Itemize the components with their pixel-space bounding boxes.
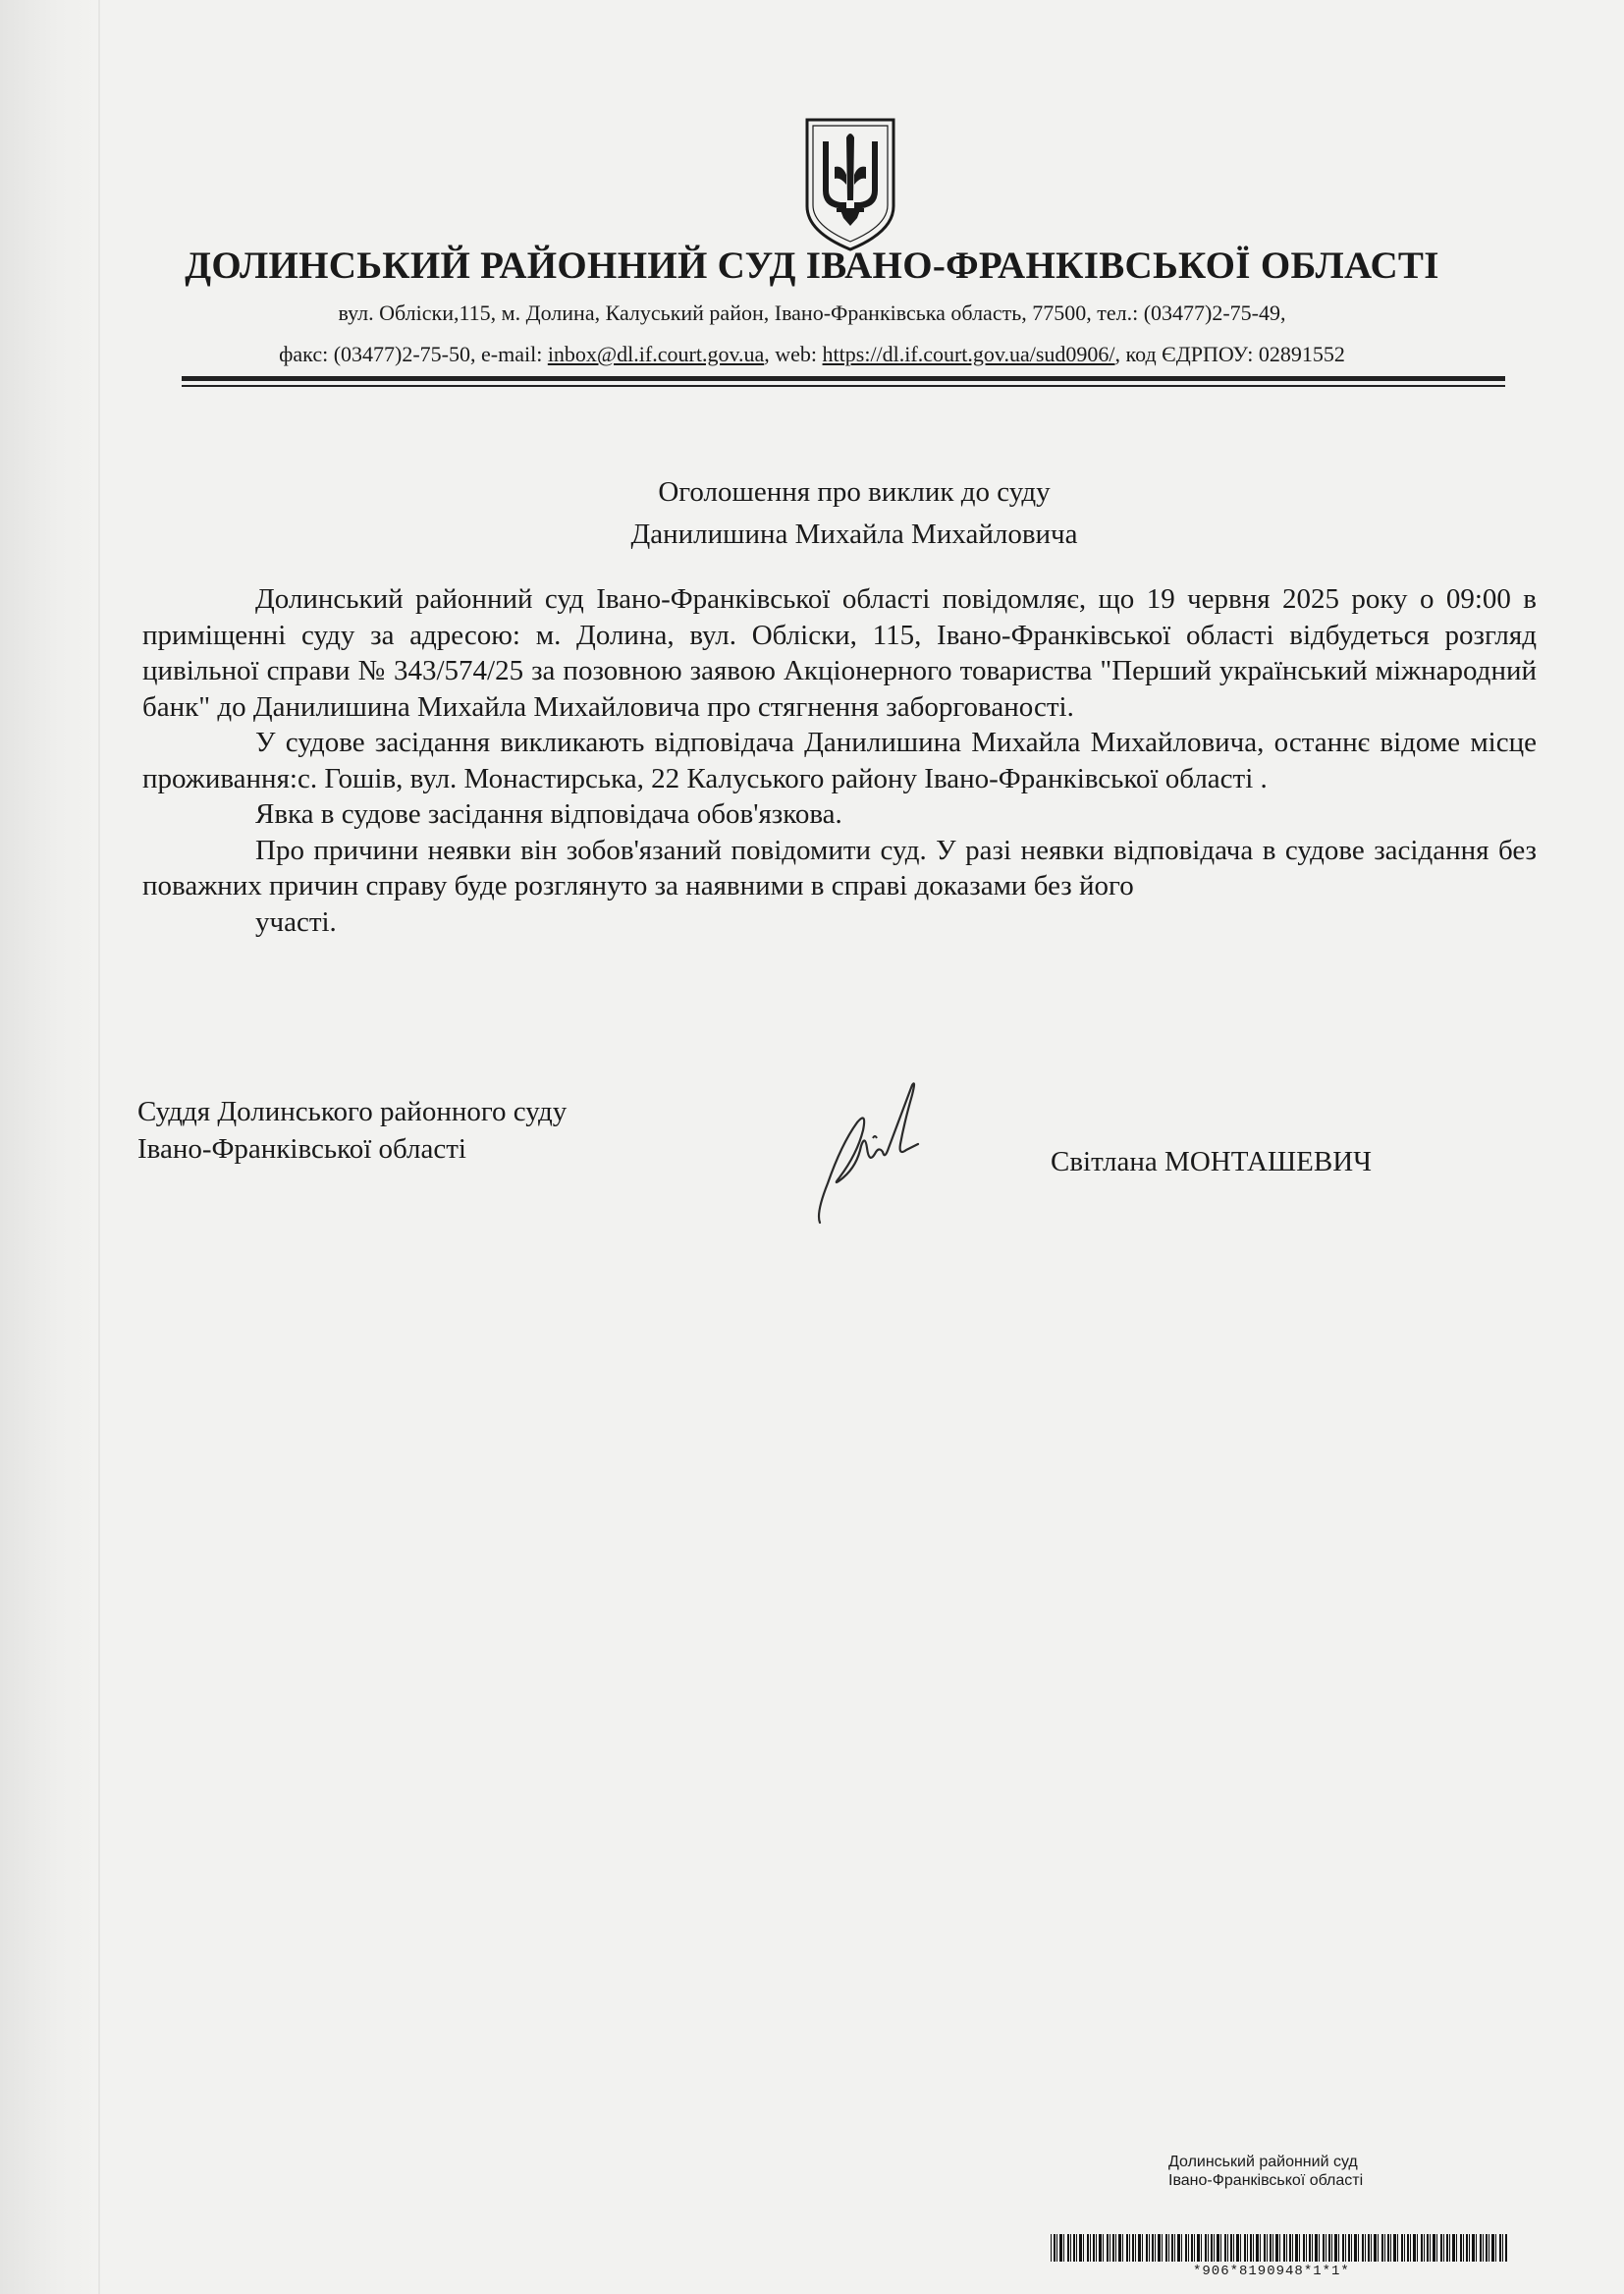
- judge-name: Світлана МОНТАШЕВИЧ: [1051, 1146, 1373, 1177]
- barcode-bar: [1138, 2234, 1141, 2262]
- barcode-bar: [1460, 2234, 1462, 2262]
- barcode-bar: [1067, 2234, 1069, 2262]
- barcode-bar: [1387, 2234, 1389, 2262]
- barcode-bar: [1319, 2234, 1320, 2262]
- barcode-bar: [1181, 2234, 1182, 2262]
- barcode-bar: [1056, 2234, 1057, 2262]
- barcode-bar: [1191, 2234, 1193, 2262]
- barcode-bar: [1224, 2234, 1226, 2262]
- barcode-bar: [1256, 2234, 1259, 2262]
- judge-position-line-1: Суддя Долинського районного суду: [137, 1096, 568, 1127]
- barcode-bar: [1312, 2234, 1313, 2262]
- barcode-bar: [1253, 2234, 1254, 2262]
- barcode-bar: [1315, 2234, 1318, 2262]
- barcode-bar: [1446, 2234, 1448, 2262]
- barcode-bar: [1456, 2234, 1457, 2262]
- barcode-bar: [1211, 2234, 1213, 2262]
- barcode-bar: [1328, 2234, 1330, 2262]
- barcode-bar: [1227, 2234, 1228, 2262]
- barcode-bar: [1365, 2234, 1366, 2262]
- barcode-bar: [1421, 2234, 1423, 2262]
- barcode-number: *906*8190948*1*1*: [1193, 2264, 1350, 2279]
- barcode-bar: [1469, 2234, 1470, 2262]
- barcode-bar: [1374, 2234, 1377, 2262]
- barcode-bar: [1240, 2234, 1241, 2262]
- court-name-heading: ДОЛИНСЬКИЙ РАЙОННИЙ СУД ІВАНО-ФРАНКІВСЬКОЇ ОБЛАСТІ: [185, 245, 1439, 287]
- barcode-bar: [1323, 2234, 1325, 2262]
- paragraph-summons: У судове засідання викликають відповідача Данилишина Михайла Михайловича, останнє відоме місце проживання:с. Гошів, вул. Монастирська, 22 Калуського району Івано-Франківської області .: [142, 727, 1537, 794]
- notice-title: Оголошення про виклик до суду: [658, 476, 1051, 508]
- barcode-bar: [1051, 2234, 1052, 2262]
- barcode-bar: [1417, 2234, 1418, 2262]
- court-address: вул. Обліски,115, м. Долина, Калуський район, Івано-Франківська область, 77500, тел.: (03477)2-75-49,: [338, 300, 1286, 325]
- barcode-bar: [1208, 2234, 1209, 2262]
- barcode-bar: [1217, 2234, 1219, 2262]
- barcode-bar: [1201, 2234, 1202, 2262]
- barcode-bar: [1233, 2234, 1234, 2262]
- barcode-bar: [1368, 2234, 1370, 2262]
- barcode-bar: [1142, 2234, 1143, 2262]
- barcode-bar: [1354, 2234, 1357, 2262]
- barcode-bar: [1483, 2234, 1484, 2262]
- barcode-bar: [1264, 2234, 1266, 2262]
- barcode-bar: [1289, 2234, 1291, 2262]
- barcode-bar: [1424, 2234, 1425, 2262]
- barcode-bar: [1491, 2234, 1494, 2262]
- barcode-bar: [1393, 2234, 1396, 2262]
- barcode-bar: [1079, 2234, 1082, 2262]
- barcode-bar: [1247, 2234, 1248, 2262]
- barcode-bar: [1177, 2234, 1180, 2262]
- barcode-bar: [1118, 2234, 1121, 2262]
- barcode-bar: [1174, 2234, 1175, 2262]
- barcode-bar: [1152, 2234, 1154, 2262]
- barcode-bar: [1063, 2234, 1064, 2262]
- header-divider-thin: [182, 385, 1505, 387]
- barcode-bar: [1371, 2234, 1372, 2262]
- barcode-bar: [1476, 2234, 1477, 2262]
- barcode-bar: [1309, 2234, 1311, 2262]
- barcode-bar: [1275, 2234, 1278, 2262]
- barcode-bar: [1112, 2234, 1114, 2262]
- barcode-bar: [1260, 2234, 1261, 2262]
- barcode-bar: [1250, 2234, 1252, 2262]
- barcode-bar: [1146, 2234, 1148, 2262]
- header-divider-thick: [182, 376, 1505, 381]
- barcode-bar: [1348, 2234, 1350, 2262]
- registration-stamp: [1168, 2153, 1363, 2190]
- barcode-bar: [1397, 2234, 1398, 2262]
- barcode-bar: [1390, 2234, 1391, 2262]
- barcode-bar: [1171, 2234, 1173, 2262]
- barcode-bar: [1303, 2234, 1305, 2262]
- barcode-bar: [1433, 2234, 1435, 2262]
- barcode-bar: [1466, 2234, 1468, 2262]
- judge-position: [137, 1093, 567, 1168]
- barcode-bar: [1345, 2234, 1346, 2262]
- barcode-bar: [1162, 2234, 1163, 2262]
- barcode-bar: [1472, 2234, 1475, 2262]
- barcode-bar: [1165, 2234, 1167, 2262]
- barcode-bar: [1295, 2234, 1298, 2262]
- barcode-bar: [1054, 2234, 1056, 2262]
- barcode-bar: [1449, 2234, 1450, 2262]
- barcode-bar: [1076, 2234, 1077, 2262]
- barcode-bar: [1099, 2234, 1102, 2262]
- barcode-bar: [1236, 2234, 1239, 2262]
- barcode-bar: [1185, 2234, 1187, 2262]
- paragraph-hearing-info: Долинський районний суд Івано-Франківської області повідомляє, що 19 червня 2025 року о 09:00 в приміщенні суду за адресою: м. Долина, вул. Обліски, 115, Івано-Франківської області відбудеться розгляд цивільної справи № 343/574/25 за позовною заявою Акціонерного товариства "Перший український міжнародний банк" до Данилишина Михайла Михайловича про стягнення заборгованості.: [142, 583, 1537, 723]
- barcode-bar: [1155, 2234, 1156, 2262]
- barcode-bar: [1070, 2234, 1071, 2262]
- barcode-bar: [1342, 2234, 1344, 2262]
- barcode-bar: [1205, 2234, 1207, 2262]
- paragraph-absence-end: участі.: [255, 905, 337, 938]
- barcode-bar: [1430, 2234, 1431, 2262]
- barcode-bar: [1107, 2234, 1109, 2262]
- barcode-bar: [1129, 2234, 1130, 2262]
- barcode-bar: [1407, 2234, 1409, 2262]
- website-link[interactable]: https://dl.if.court.gov.ua/sud0906/: [822, 342, 1115, 366]
- barcode-bar: [1090, 2234, 1091, 2262]
- barcode-bar: [1378, 2234, 1379, 2262]
- barcode-bar: [1306, 2234, 1307, 2262]
- barcode-bar: [1452, 2234, 1455, 2262]
- barcode-bar: [1272, 2234, 1273, 2262]
- barcode-bar: [1286, 2234, 1287, 2262]
- barcode-bar: [1093, 2234, 1095, 2262]
- barcode-bar: [1495, 2234, 1496, 2262]
- barcode-bar: [1135, 2234, 1136, 2262]
- barcode-bar: [1149, 2234, 1150, 2262]
- barcode-bar: [1410, 2234, 1411, 2262]
- barcode-bar: [1087, 2234, 1089, 2262]
- barcode-bar: [1334, 2234, 1337, 2262]
- barcode-bar: [1331, 2234, 1332, 2262]
- barcode-bar: [1362, 2234, 1364, 2262]
- barcode-bar: [1197, 2234, 1200, 2262]
- barcode-bar: [1463, 2234, 1464, 2262]
- notice-body: [142, 581, 1537, 940]
- barcode-bar: [1188, 2234, 1189, 2262]
- barcode-bar: [1480, 2234, 1482, 2262]
- notice-subject: Данилишина Михайла Михайловича: [630, 519, 1078, 550]
- email-link[interactable]: inbox@dl.if.court.gov.ua: [547, 342, 765, 366]
- barcode-bar: [1244, 2234, 1246, 2262]
- barcode-bar: [1401, 2234, 1403, 2262]
- barcode-bar: [1158, 2234, 1161, 2262]
- barcode-bar: [1358, 2234, 1359, 2262]
- barcode-bar: [1299, 2234, 1300, 2262]
- trident-coat-of-arms-icon: [801, 116, 899, 253]
- barcode-bar: [1214, 2234, 1215, 2262]
- court-contacts: [0, 342, 1624, 367]
- barcode-bar: [1440, 2234, 1442, 2262]
- barcode-bar: [1338, 2234, 1339, 2262]
- barcode-bar: [1132, 2234, 1134, 2262]
- paragraph-attendance: Явка в судове засідання відповідача обов'язкова.: [255, 798, 842, 830]
- barcode-bar: [1115, 2234, 1116, 2262]
- judge-position-line-2: Івано-Франківської області: [137, 1133, 466, 1165]
- barcode-bar: [1292, 2234, 1293, 2262]
- barcode-bar: [1168, 2234, 1169, 2262]
- barcode: [1051, 2234, 1507, 2262]
- barcode-bar: [1096, 2234, 1097, 2262]
- barcode-bar: [1427, 2234, 1429, 2262]
- fax-prefix: факс: (03477)2-75-50, e-mail:: [279, 342, 548, 366]
- barcode-bar: [1436, 2234, 1437, 2262]
- barcode-bar: [1499, 2234, 1501, 2262]
- barcode-bar: [1194, 2234, 1195, 2262]
- barcode-bar: [1505, 2234, 1507, 2262]
- barcode-bar: [1351, 2234, 1352, 2262]
- barcode-bar: [1270, 2234, 1272, 2262]
- barcode-bar: [1103, 2234, 1104, 2262]
- edrpou-code: , код ЄДРПОУ: 02891552: [1114, 342, 1345, 366]
- web-prefix: , web:: [764, 342, 823, 366]
- barcode-bar: [1404, 2234, 1405, 2262]
- handwritten-signature: [810, 1075, 987, 1232]
- barcode-bar: [1413, 2234, 1416, 2262]
- barcode-bar: [1283, 2234, 1285, 2262]
- barcode-bar: [1443, 2234, 1444, 2262]
- barcode-bar: [1267, 2234, 1268, 2262]
- barcode-bar: [1083, 2234, 1084, 2262]
- barcode-bar: [1126, 2234, 1128, 2262]
- paragraph-absence: Про причини неявки він зобов'язаний повідомити суд. У разі неявки відповідача в судове засідання без поважних причин справу буде розглянуто за наявними в справі доказами без його: [142, 834, 1537, 901]
- stamp-line-2: Івано-Франківської області: [1168, 2172, 1364, 2189]
- barcode-bar: [1073, 2234, 1075, 2262]
- notice-heading: [0, 471, 1624, 556]
- barcode-bar: [1502, 2234, 1503, 2262]
- barcode-bar: [1059, 2234, 1062, 2262]
- barcode-bar: [1220, 2234, 1221, 2262]
- barcode-bar: [1486, 2234, 1488, 2262]
- barcode-bar: [1381, 2234, 1383, 2262]
- barcode-bar: [1384, 2234, 1385, 2262]
- barcode-bar: [1230, 2234, 1232, 2262]
- stamp-line-1: Долинський районний суд: [1168, 2154, 1358, 2170]
- barcode-bar: [1279, 2234, 1280, 2262]
- barcode-bar: [1122, 2234, 1123, 2262]
